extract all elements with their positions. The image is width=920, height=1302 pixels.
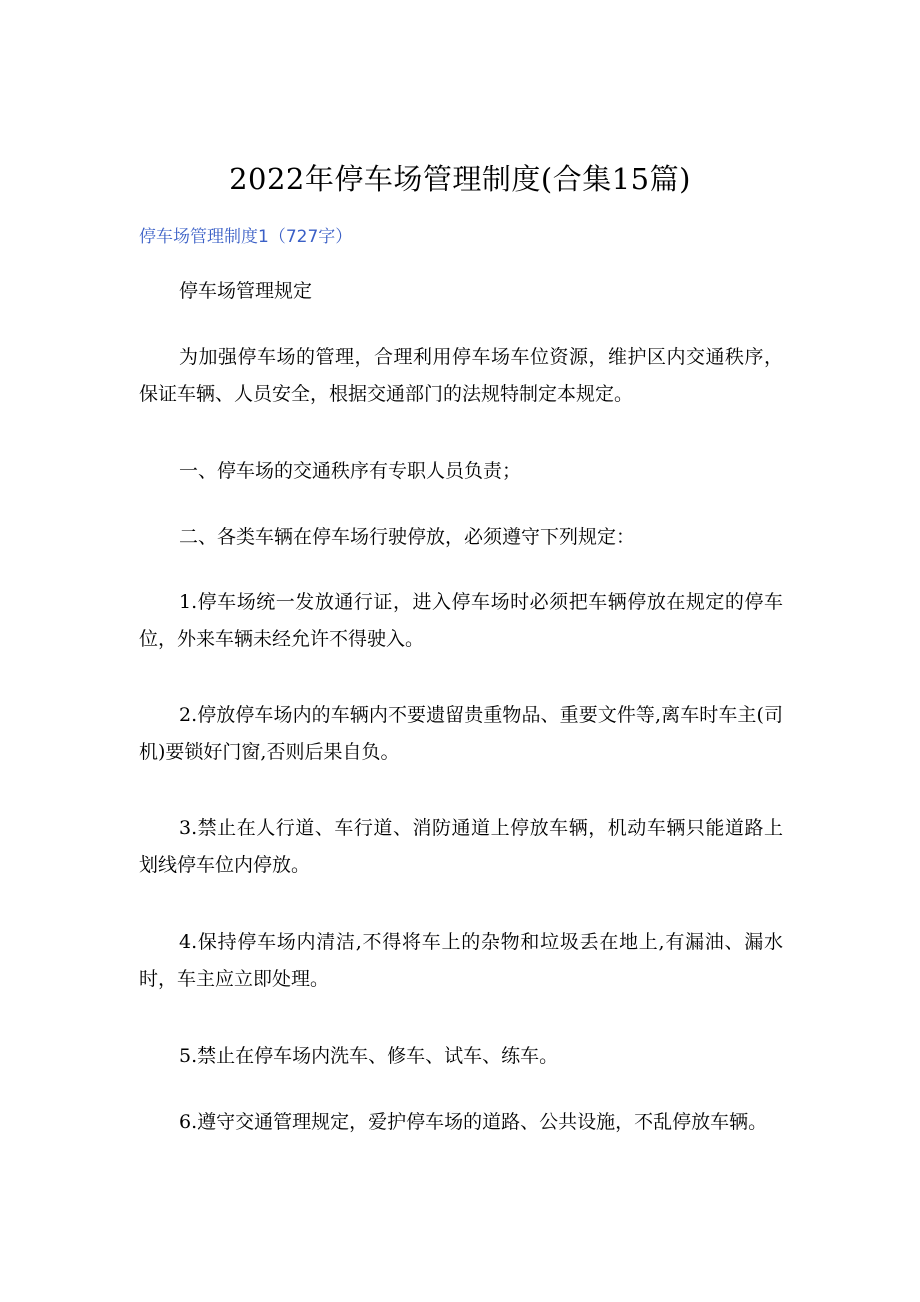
paragraph-heading: 停车场管理规定	[179, 280, 313, 302]
paragraph-rule-6: 6.遵守交通管理规定，爱护停车场的道路、公共设施，不乱停放车辆。	[179, 1111, 768, 1133]
document-title: 2022年停车场管理制度(合集15篇)	[229, 162, 691, 197]
paragraph-item-2: 二、各类车辆在停车场行驶停放，必须遵守下列规定：	[179, 526, 636, 548]
paragraph-rule-2: 2.停放停车场内的车辆内不要遗留贵重物品、重要文件等,离车时车主(司机)要锁好门窗,否则后果自负。	[139, 704, 783, 763]
paragraph-rule-1: 1.停车场统一发放通行证，进入停车场时必须把车辆停放在规定的停车位，外来车辆未经允许不得驶入。	[139, 591, 783, 650]
paragraph-rule-3: 3.禁止在人行道、车行道、消防通道上停放车辆，机动车辆只能道路上划线停车位内停放。	[139, 817, 783, 876]
paragraph-item-1: 一、停车场的交通秩序有专职人员负责；	[179, 460, 522, 482]
paragraph-intro: 为加强停车场的管理，合理利用停车场车位资源，维护区内交通秩序，保证车辆、人员安全，根据交通部门的法规特制定本规定。	[139, 346, 783, 405]
paragraph-rule-4: 4.保持停车场内清洁,不得将车上的杂物和垃圾丢在地上,有漏油、漏水时，车主应立即处理。	[139, 931, 783, 990]
section-link-1[interactable]: 停车场管理制度1（727字）	[139, 227, 353, 247]
paragraph-rule-5: 5.禁止在停车场内洗车、修车、试车、练车。	[179, 1045, 559, 1067]
